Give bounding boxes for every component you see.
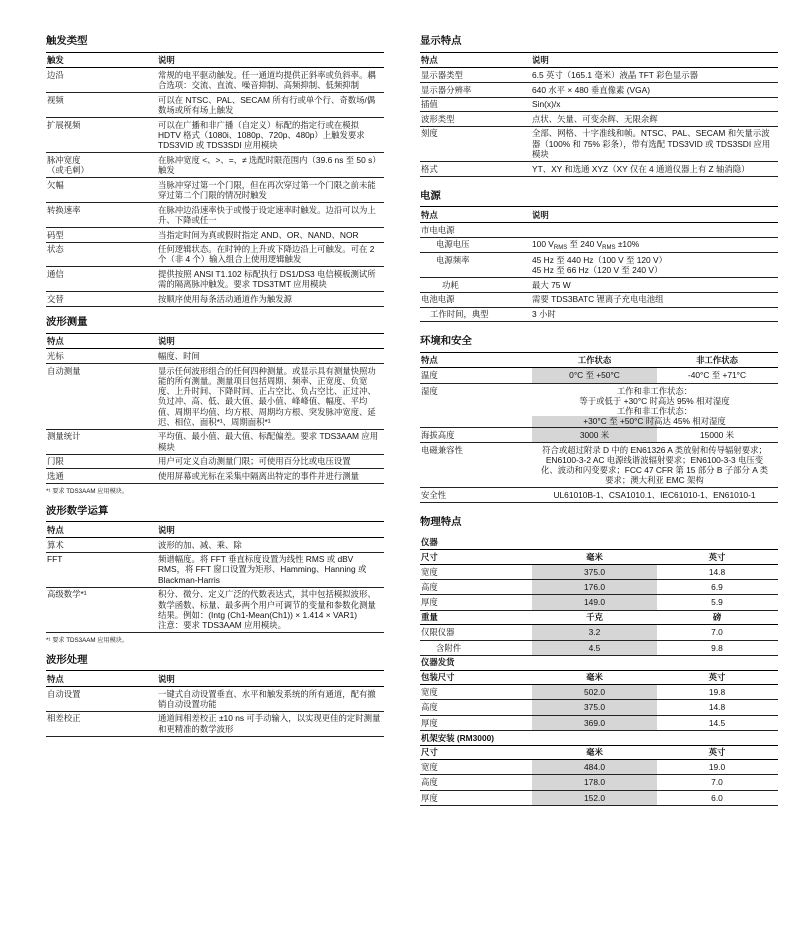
table-row	[420, 760, 778, 775]
row-value: YT、XY 和选通 XYZ（XY 仅在 4 通道仪器上有 Z 轴消隐）	[532, 163, 750, 174]
consumption-label: 功耗	[442, 279, 459, 290]
value-in: 5.9	[711, 597, 723, 608]
table-header	[46, 672, 384, 687]
header-col2: 说明	[158, 524, 175, 535]
temp-label: 温度	[421, 370, 438, 381]
row-value: 频谱幅度。将 FFT 垂直标度设置为线性 RMS 或 dBV RMS，将 FFT 窗口设置为矩形、Hamming、Hanning 或 Blackman-Harris	[158, 554, 367, 585]
table-row	[46, 118, 384, 153]
voltage-value: 100 VRMS 至 240 VRMS ±10%	[532, 239, 640, 251]
consumption-value: 最大 75 W	[532, 279, 571, 290]
table-row	[420, 641, 778, 656]
dims-rows	[420, 565, 778, 611]
row-value: 任何逻辑状态。在时钟的上升或下降边沿上可触发。可在 2 个（非 4 个）输入组合上使用逻辑触发	[158, 244, 375, 265]
table-row	[46, 68, 384, 93]
measure-title: 波形测量	[46, 317, 384, 334]
value-in: 14.8	[708, 566, 726, 577]
table-row	[420, 625, 778, 640]
power-section	[420, 191, 778, 322]
header-col2: 说明	[532, 55, 549, 66]
table-row	[420, 162, 778, 177]
table-header	[420, 536, 778, 551]
value-mm: 152.0	[532, 791, 657, 805]
table-row	[46, 153, 384, 178]
value-in: 7.0	[711, 777, 723, 788]
trigger-section	[46, 36, 384, 307]
pkg-rows	[420, 685, 778, 731]
value-mm: 375.0	[532, 700, 657, 714]
value-in: 14.5	[708, 717, 726, 728]
row-label: 插值	[421, 99, 438, 110]
header-col3: 非工作状态	[696, 355, 738, 366]
header-col2: 说明	[158, 336, 175, 347]
row-label: 欠幅	[47, 179, 64, 190]
table-header	[420, 54, 778, 69]
row-label: 高度	[421, 777, 438, 788]
header-col1: 特点	[421, 355, 438, 366]
humidity-label: 湿度	[421, 385, 438, 396]
table-row	[46, 93, 384, 118]
battery-label: 电池电源	[421, 294, 455, 305]
row-label: 自动测量	[47, 365, 81, 376]
row-label: 厚度	[421, 597, 438, 608]
row-value: Sin(x)/x	[532, 99, 561, 110]
row-label: 刻度	[421, 128, 438, 139]
table-row	[46, 292, 384, 307]
value-mm: 178.0	[532, 775, 657, 789]
right-column	[420, 36, 778, 816]
row-label: 扩展视频	[47, 119, 81, 130]
physical-section	[420, 517, 778, 806]
trigger-title: 触发类型	[46, 36, 384, 53]
left-column	[46, 36, 384, 747]
table-row	[420, 253, 778, 278]
table-row	[420, 716, 778, 731]
row-value: 640 水平 × 480 垂直像素 (VGA)	[532, 84, 650, 95]
row-value: 6.5 英寸（165.1 毫米）液晶 TFT 彩色显示器	[532, 69, 698, 80]
table-row	[420, 368, 778, 383]
table-row	[46, 349, 384, 364]
row-label: 自动设置	[47, 688, 81, 699]
table-header	[420, 656, 778, 671]
table-row	[46, 364, 384, 430]
row-label: 含附件	[436, 642, 462, 653]
rack-rows	[420, 760, 778, 806]
row-label: 选通	[47, 470, 64, 481]
table-row	[420, 488, 778, 503]
table-row	[46, 455, 384, 470]
row-label: 显示器分辨率	[421, 84, 472, 95]
value-mm: 502.0	[532, 685, 657, 699]
header-col1: 特点	[47, 524, 64, 535]
table-row	[46, 430, 384, 455]
math-rows	[46, 538, 384, 633]
value-in: 6.0	[711, 792, 723, 803]
freq-label: 电源频率	[436, 254, 470, 265]
row-label: 高度	[421, 582, 438, 593]
row-value: 按顺序使用每条活动通道作为触发源	[158, 293, 292, 304]
altitude-label: 海拔高度	[421, 429, 455, 440]
row-value: 在脉冲宽度 <、>、=、≠ 选配时限范围内（39.6 ns 至 50 s）触发	[158, 154, 381, 176]
row-label: 边沿	[47, 69, 64, 80]
power-title: 电源	[420, 191, 778, 208]
row-label: 码型	[47, 229, 64, 240]
row-label: 相差校正	[47, 713, 81, 724]
table-header	[46, 54, 384, 69]
weight-rows	[420, 625, 778, 656]
display-title: 显示特点	[420, 36, 778, 53]
table-row	[420, 565, 778, 580]
value-mm: 484.0	[532, 760, 657, 774]
table-row	[420, 595, 778, 610]
safety-label: 安全性	[421, 489, 447, 500]
row-label: 状态	[47, 244, 64, 255]
table-row	[420, 308, 778, 323]
display-section	[420, 36, 778, 177]
row-value: 平均值、最小值、最大值、标配偏差。要求 TDS3AAM 应用模块	[158, 431, 379, 452]
row-label: 显示器类型	[421, 69, 463, 80]
table-row	[420, 83, 778, 98]
table-row	[420, 223, 778, 238]
table-row	[420, 278, 778, 293]
value-in: 6.9	[711, 582, 723, 593]
table-row	[420, 127, 778, 162]
row-value: 一键式自动设置垂直、水平和触发系统的所有通道，配有撤销自动设置功能	[158, 688, 376, 709]
table-row	[46, 203, 384, 228]
row-value: 在脉冲边沿速率快于或慢于设定速率时触发。边沿可以为上升、下降或任一	[158, 204, 376, 225]
table-header: 尺寸 毫米 英寸	[420, 746, 778, 761]
footnote: *¹ 要求 TDS3AAM 应用模块。	[46, 488, 129, 496]
row-value: 当脉冲穿过第一个门限，但在再次穿过第一个门限之前未能穿过第二个门限的情况时触发	[158, 179, 376, 200]
row-value: 波形的加、减、乘、除	[158, 539, 242, 550]
table-row	[46, 267, 384, 292]
row-label: 转换速率	[47, 204, 81, 215]
table-row	[420, 685, 778, 700]
table-row	[420, 238, 778, 254]
value-in: 9.8	[711, 642, 723, 653]
table-row	[46, 228, 384, 243]
table-header	[46, 523, 384, 538]
shipping-label: 仪器发货	[421, 657, 455, 668]
voltage-label: 电源电压	[436, 239, 470, 250]
table-row	[46, 687, 384, 712]
table-header: 重量 千克 磅	[420, 611, 778, 626]
value-mm: 3.2	[532, 625, 657, 639]
value-mm: 149.0	[532, 595, 657, 609]
footnote: *¹ 要求 TDS3AAM 应用模块。	[46, 637, 129, 645]
temp-op: 0°C 至 +50°C	[532, 368, 657, 382]
emc-label: 电磁兼容性	[421, 444, 463, 455]
table-row	[46, 712, 384, 737]
trigger-rows	[46, 68, 384, 307]
table-row	[420, 775, 778, 790]
table-row	[420, 443, 778, 488]
table-row	[46, 243, 384, 268]
instrument-label: 仪器	[421, 537, 438, 548]
temp-nonop: -40°C 至 +71°C	[687, 370, 747, 381]
table-header	[420, 354, 778, 369]
value-mm: 176.0	[532, 580, 657, 594]
runtime-label: 工作时间，典型	[430, 309, 489, 320]
table-row	[46, 553, 384, 588]
row-label: 门限	[47, 456, 64, 467]
row-value: 使用屏幕或光标在采集中隔离出特定的事件并进行测量	[158, 470, 359, 481]
header-col1: 特点	[421, 55, 438, 66]
math-section	[46, 506, 384, 645]
header-col1: 特点	[47, 673, 64, 684]
table-row	[420, 791, 778, 806]
table-row	[420, 293, 778, 308]
row-label: 厚度	[421, 792, 438, 803]
mains-label: 市电电源	[421, 224, 455, 235]
row-label: 宽度	[421, 762, 438, 773]
table-row	[420, 700, 778, 715]
freq-value: 45 Hz 至 440 Hz（100 V 至 120 V） 45 Hz 至 66 Hz（120 V 至 240 V）	[532, 254, 667, 276]
row-value: 通道间相差校正 ±10 ns 可手动输入，以实现更佳的定时测量和更精准的数学波形	[158, 713, 381, 734]
value-mm: 369.0	[532, 716, 657, 730]
processing-section	[46, 655, 384, 737]
row-value: 当指定时间为真或假时指定 AND、OR、NAND、NOR	[158, 229, 359, 240]
row-label: 测量统计	[47, 431, 81, 442]
table-row	[46, 178, 384, 203]
table-header	[420, 731, 778, 746]
emc-value: 符合或超过附录 D 中的 EN61326 A 类放射和传导辐射要求；EN6100-3-2 AC 电源线谐波辐射要求；EN6100-3-3 电压变化、波动和闪变要求；FCC 47 CFR 第 15 部分 B 子部分 A 类要求；澳大利亚 EMC 架构	[540, 444, 769, 486]
value-in: 7.0	[711, 627, 723, 638]
row-value: 全部、网格、十字准线和帧。NTSC、PAL、SECAM 和矢量示波器（100% 和 75% 彩条），带有选配 TDS3VID 或 TDS3SDI 应用模块	[532, 128, 771, 159]
row-value: 提供按照 ANSI T1.102 标配执行 DS1/DS3 电信模板测试所需的隔离脉冲触发。要求 TDS3TMT 应用模块	[158, 269, 376, 290]
row-label: 宽度	[421, 687, 438, 698]
header-col2: 工作状态	[577, 355, 612, 366]
table-header	[420, 208, 778, 223]
row-label: 算术	[47, 539, 64, 550]
table-header: 尺寸 毫米 英寸	[420, 550, 778, 565]
physical-title: 物理特点	[420, 517, 462, 529]
row-value: 常规的电平驱动触发。任一通道均提供正斜率或负斜率。耦合选项：交流、直流、噪音抑制、高频抑制、低频抑制	[158, 69, 376, 91]
display-rows	[420, 68, 778, 176]
row-value: 可以在 NTSC、PAL、SECAM 所有行或单个行、奇数场/偶数场或所有场上触发	[158, 94, 376, 116]
rack-title: 机架安装 (RM3000)	[421, 732, 495, 743]
header-col2: 说明	[158, 673, 175, 684]
table-row	[420, 68, 778, 83]
altitude-nonop: 15000 米	[700, 429, 734, 440]
header-col1: 特点	[421, 209, 438, 220]
row-label: 厚度	[421, 717, 438, 728]
safety-value: UL61010B-1、CSA1010.1、IEC61010-1、EN61010-1	[553, 489, 756, 500]
table-row	[46, 538, 384, 553]
row-label: 高级数学*¹	[47, 589, 87, 600]
table-row	[420, 580, 778, 595]
environment-section	[420, 336, 778, 503]
header-col1: 触发	[47, 55, 64, 66]
value-mm: 4.5	[532, 641, 657, 655]
processing-title: 波形处理	[46, 655, 384, 672]
row-label: 高度	[421, 702, 438, 713]
row-label: 交替	[47, 293, 64, 304]
table-header	[46, 335, 384, 350]
runtime-value: 3 小时	[532, 309, 556, 320]
row-value: 显示任何波形组合的任何四种测量。或显示具有测量快照功能的所有测量。测量项目包括周期、频率、正宽度、负宽度、上升时间、下降时间、正占空比、负占空比、正过冲、负过冲、高、低、最大值、最小值、峰峰值、幅度、平均值、周期平均值、均方根、周期均方根、突发脉冲宽度、延迟、相位、面积*¹、周期面积*¹	[158, 365, 376, 427]
table-header: 包装尺寸 毫米 英寸	[420, 671, 778, 686]
row-label: 波形类型	[421, 113, 455, 124]
environment-title: 环境和安全	[420, 336, 778, 353]
row-value: 可以在广播和非广播（自定义）标配的指定行或在模拟 HDTV 格式（1080i、1080p、720p、480p）上触发要求 TDS3VID 或 TDS3SDI 应用模块	[158, 119, 365, 151]
value-in: 19.0	[708, 762, 726, 773]
row-label: 脉冲宽度 （或毛刺）	[47, 154, 89, 176]
measure-section	[46, 317, 384, 496]
value-in: 14.8	[708, 702, 726, 713]
row-label: FFT	[47, 554, 63, 565]
measure-rows	[46, 349, 384, 484]
table-row	[420, 98, 778, 113]
table-row	[420, 428, 778, 443]
row-value: 幅度、时间	[158, 350, 200, 361]
row-value: 积分、微分、定义广泛的代数表达式，其中包括模拟波形、数学函数、标量、最多两个用户可调节的变量和参数化测量结果。例如：(Intg (Ch1-Mean(Ch1)) × 1.414 × VAR1) 注意：要求 TDS3AAM 应用模块。	[158, 589, 376, 631]
table-row	[46, 588, 384, 633]
value-mm: 375.0	[532, 565, 657, 579]
row-label: 宽度	[421, 566, 438, 577]
battery-value: 需要 TDS3BATC 锂离子充电电池组	[532, 294, 664, 305]
value-in: 19.8	[708, 687, 726, 698]
altitude-op: 3000 米	[532, 428, 657, 442]
row-label: 仅限仪器	[421, 627, 455, 638]
row-value: 点状、矢量、可变余辉、无限余辉	[532, 113, 658, 124]
header-col1: 特点	[47, 336, 64, 347]
row-label: 通信	[47, 269, 64, 280]
row-label: 视频	[47, 94, 64, 105]
math-title: 波形数学运算	[46, 506, 384, 523]
humidity-value: 工作和非工作状态： 等于或低于 +30°C 时高达 95% 相对湿度 工作和非工作状态：	[532, 384, 777, 427]
humidity-line4: +30°C 至 +50°C 时高达 45% 相对湿度	[583, 415, 726, 426]
header-col2: 说明	[532, 209, 549, 220]
header-col2: 说明	[158, 55, 175, 66]
row-value: 用户可定义自动测量门限；可使用百分比或电压设置	[158, 456, 351, 467]
processing-rows	[46, 687, 384, 737]
row-label: 格式	[421, 163, 438, 174]
row-label: 光标	[47, 350, 64, 361]
table-row	[420, 112, 778, 127]
table-row	[46, 469, 384, 484]
